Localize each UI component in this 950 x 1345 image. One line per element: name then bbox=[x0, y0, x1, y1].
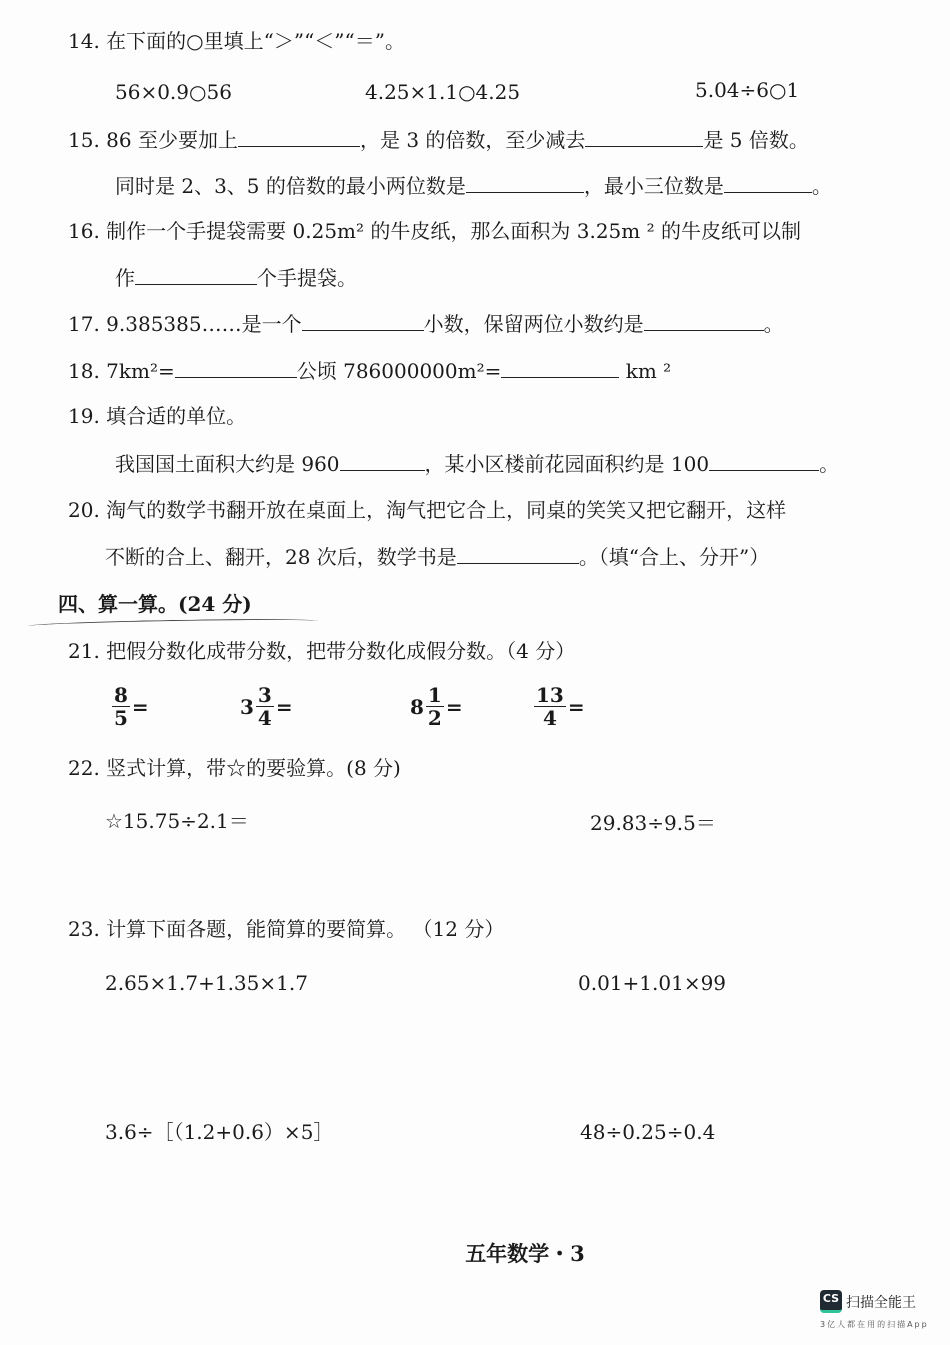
answer-blank[interactable] bbox=[175, 357, 297, 378]
fraction-whole: 3 bbox=[240, 694, 254, 719]
answer-blank[interactable] bbox=[302, 310, 424, 331]
question-text: 。 bbox=[811, 174, 832, 198]
question-text: 22. 竖式计算，带☆的要验算。(8 分) bbox=[68, 756, 401, 780]
question-text: ，某小区楼前花园面积约是 100 bbox=[424, 452, 710, 476]
question-text: 。 bbox=[763, 312, 784, 336]
question-text: 48÷0.25÷0.4 bbox=[580, 1120, 716, 1144]
fraction-numerator: 13 bbox=[536, 683, 564, 707]
answer-blank[interactable] bbox=[457, 543, 579, 564]
question-text: 2.65×1.7+1.35×1.7 bbox=[105, 971, 308, 995]
question-text: 3.6÷［（1.2+0.6）×5］ bbox=[105, 1120, 334, 1144]
question-text: ☆15.75÷2.1＝ bbox=[105, 809, 249, 833]
answer-blank[interactable] bbox=[238, 126, 360, 147]
q14-expr-3 bbox=[695, 77, 799, 103]
fraction-numerator: 1 bbox=[427, 683, 442, 707]
fraction-4 bbox=[532, 684, 585, 729]
question-text: 21. 把假分数化成带分数，把带分数化成假分数。（4 分） bbox=[68, 639, 576, 663]
question-text: ，是 3 的倍数，至少减去 bbox=[359, 128, 586, 152]
question-text: 4.25×1.1○4.25 bbox=[365, 80, 521, 104]
scanner-watermark bbox=[820, 1290, 929, 1330]
question-text: 公顷 786000000m²= bbox=[296, 359, 502, 383]
q23-expr-1 bbox=[105, 970, 308, 996]
watermark-tagline: 3亿人都在用的扫描App bbox=[820, 1320, 929, 1329]
answer-blank[interactable] bbox=[135, 264, 257, 285]
watermark-name: 扫描全能王 bbox=[846, 1294, 916, 1311]
question-text: 17. 9.385385……是一个 bbox=[68, 312, 302, 336]
q20-line-1 bbox=[68, 497, 786, 523]
handwritten-underline bbox=[28, 617, 318, 629]
question-text: 作 bbox=[115, 266, 135, 290]
question-text: ，最小三位数是 bbox=[583, 174, 724, 198]
answer-blank[interactable] bbox=[644, 310, 764, 331]
fraction-whole: 8 bbox=[410, 694, 424, 719]
q19-line bbox=[115, 450, 839, 477]
q16-line-2 bbox=[115, 264, 357, 291]
equals-sign: = bbox=[567, 694, 585, 719]
question-text: 个手提袋。 bbox=[257, 266, 357, 290]
q20-line-2 bbox=[105, 543, 769, 570]
q16-line-1 bbox=[68, 218, 801, 244]
q23-title bbox=[68, 916, 504, 942]
q23-expr-4 bbox=[580, 1119, 715, 1145]
camscanner-logo-icon: CS bbox=[820, 1290, 842, 1313]
answer-blank[interactable] bbox=[501, 357, 619, 378]
equals-sign: = bbox=[131, 694, 149, 719]
q15-line-1 bbox=[68, 126, 809, 153]
question-text: 小数，保留两位小数约是 bbox=[423, 312, 644, 336]
fraction-numerator: 3 bbox=[257, 683, 272, 707]
question-text: 四、算一算。(24 分) bbox=[58, 592, 252, 616]
q15-line-2 bbox=[115, 172, 832, 199]
fraction-denominator: 4 bbox=[542, 706, 557, 730]
q14-title bbox=[68, 28, 405, 54]
question-text: 是 5 倍数。 bbox=[703, 128, 809, 152]
q21-title bbox=[68, 638, 575, 664]
q18 bbox=[68, 357, 671, 384]
q22-title bbox=[68, 755, 401, 781]
q23-expr-3 bbox=[105, 1119, 333, 1145]
question-text: 23. 计算下面各题，能简算的要简算。 （12 分） bbox=[68, 917, 505, 941]
answer-blank[interactable] bbox=[585, 126, 703, 147]
q22-expr-1 bbox=[105, 808, 249, 834]
question-text: 5.04÷6○1 bbox=[695, 78, 800, 102]
question-text: 16. 制作一个手提袋需要 0.25m² 的牛皮纸，那么面积为 3.25m ² 的牛皮纸可以制 bbox=[68, 219, 801, 243]
question-text: 15. 86 至少要加上 bbox=[68, 128, 238, 152]
question-text: 。 bbox=[819, 452, 840, 476]
answer-blank[interactable] bbox=[340, 450, 425, 471]
question-text: km ² bbox=[619, 359, 672, 383]
question-text: 14. 在下面的○里填上“＞”“＜”“＝”。 bbox=[68, 29, 405, 53]
fraction-denominator: 2 bbox=[427, 706, 442, 730]
fraction-3 bbox=[410, 684, 463, 729]
equals-sign: = bbox=[445, 694, 463, 719]
question-text: 我国国土面积大约是 960 bbox=[115, 452, 340, 476]
question-text: 56×0.9○56 bbox=[115, 80, 232, 104]
section-4-title bbox=[58, 591, 252, 617]
fraction-1 bbox=[110, 684, 149, 729]
fraction-2 bbox=[240, 684, 293, 729]
q19-title bbox=[68, 403, 246, 429]
page-footer: 五年数学・3 bbox=[465, 1241, 585, 1266]
question-text: 29.83÷9.5＝ bbox=[590, 811, 716, 835]
answer-blank[interactable] bbox=[466, 172, 584, 193]
question-text: 18. 7km²= bbox=[68, 359, 175, 383]
answer-blank[interactable] bbox=[724, 172, 812, 193]
q23-expr-2 bbox=[578, 970, 726, 996]
answer-blank[interactable] bbox=[709, 450, 819, 471]
question-text: 19. 填合适的单位。 bbox=[68, 404, 247, 428]
fraction-denominator: 4 bbox=[257, 706, 272, 730]
fraction-denominator: 5 bbox=[114, 706, 128, 730]
q14-expr-1 bbox=[115, 79, 232, 105]
equals-sign: = bbox=[275, 694, 293, 719]
q14-expr-2 bbox=[365, 79, 520, 105]
fraction-numerator: 8 bbox=[114, 683, 128, 707]
question-text: 同时是 2、3、5 的倍数的最小两位数是 bbox=[115, 174, 466, 198]
q22-expr-2 bbox=[590, 810, 716, 836]
question-text: 。（填“合上、分开”） bbox=[578, 545, 770, 569]
question-text: 20. 淘气的数学书翻开放在桌面上，淘气把它合上，同桌的笑笑又把它翻开，这样 bbox=[68, 498, 787, 522]
question-text: 0.01+1.01×99 bbox=[578, 971, 727, 995]
question-text: 不断的合上、翻开，28 次后，数学书是 bbox=[105, 545, 457, 569]
q17 bbox=[68, 310, 784, 337]
